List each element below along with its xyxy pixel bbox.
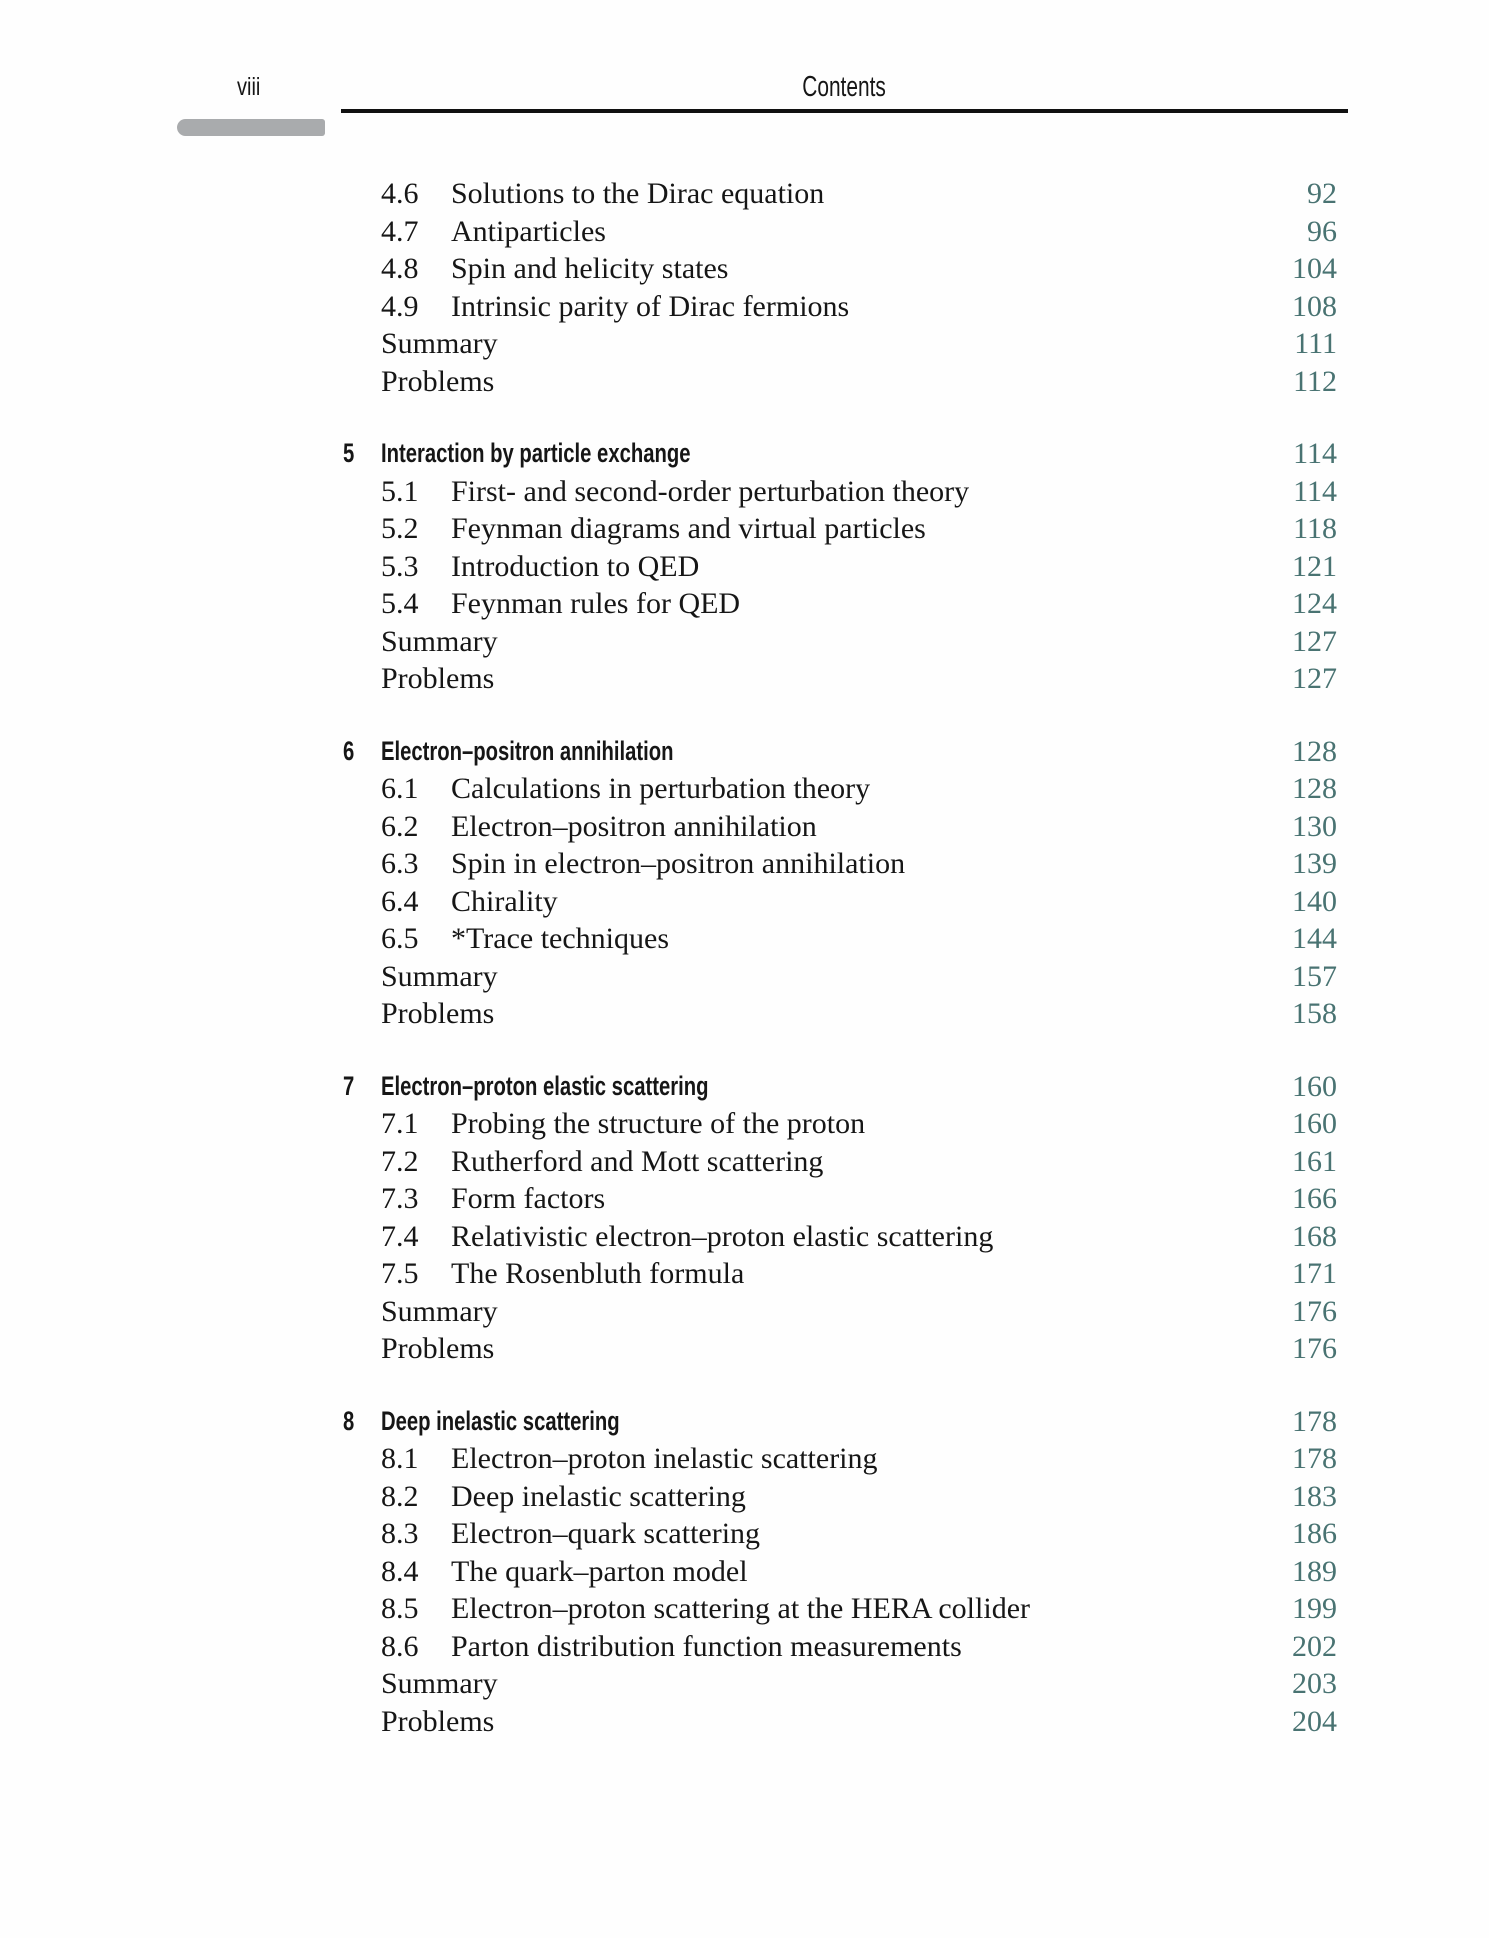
section-number: 7.3 (381, 1182, 419, 1215)
section-title: Intrinsic parity of Dirac fermions (451, 289, 850, 323)
section-title: Calculations in perturbation theory (451, 772, 871, 805)
chapter-number (343, 1403, 381, 1441)
section-page-number: 92 (1307, 177, 1337, 210)
section-page-number: 139 (1292, 847, 1337, 880)
toc-entry-row (343, 845, 1337, 883)
section-title: Feynman diagrams and virtual particles (451, 512, 926, 545)
section-page-number: 111 (1294, 327, 1337, 360)
section-number: 8.2 (381, 1479, 419, 1513)
toc-entry-row (343, 770, 1337, 808)
section-number: 7.2 (381, 1144, 419, 1178)
section-number: 7.5 (381, 1257, 419, 1290)
chapter-number (343, 1068, 381, 1106)
section-page-number: 203 (1292, 1667, 1337, 1700)
aux-label: Summary (381, 327, 498, 360)
section-number: 6.5 (381, 922, 419, 955)
toc-aux-row (343, 1330, 1337, 1368)
section-page-number: 183 (1292, 1479, 1337, 1513)
section-page-number: 128 (1292, 772, 1337, 805)
section-page-number: 127 (1292, 624, 1337, 658)
section-number: 6.4 (381, 884, 419, 918)
section-title: Solutions to the Dirac equation (451, 177, 825, 210)
chapter-page-number: 128 (1292, 734, 1337, 768)
toc-entry-row (343, 288, 1337, 326)
section-page-number: 171 (1292, 1257, 1337, 1290)
toc-entry-row (343, 213, 1337, 251)
toc-entry-row (343, 920, 1337, 958)
section-title: Electron–positron annihilation (451, 809, 817, 843)
aux-label: Summary (381, 1667, 498, 1700)
section-number: 7.1 (381, 1107, 419, 1140)
section-number: 4.6 (381, 177, 419, 210)
section-title: Electron–quark scattering (451, 1517, 761, 1550)
section-page-number: 189 (1292, 1554, 1337, 1588)
aux-label: Problems (381, 662, 495, 695)
section-number: 8.1 (381, 1442, 419, 1475)
toc-entry-row (343, 1143, 1337, 1181)
running-head (341, 70, 1348, 104)
section-page-number: 160 (1292, 1107, 1337, 1140)
section-page-number: 124 (1292, 587, 1337, 620)
toc-entry-row (343, 510, 1337, 548)
section-page-number: 199 (1292, 1592, 1337, 1625)
toc-list (343, 175, 1337, 1740)
chapter-title-text: Electron–proton elastic scattering (381, 1070, 709, 1101)
toc-aux-row (343, 325, 1337, 363)
chapter-title-text: Deep inelastic scattering (381, 1405, 620, 1436)
toc-entry-row (343, 1180, 1337, 1218)
section-page-number: 108 (1292, 289, 1337, 323)
section-title: Spin and helicity states (451, 252, 729, 285)
toc-entry-row (343, 548, 1337, 586)
section-page-number: 158 (1292, 997, 1337, 1030)
section-page-number: 114 (1293, 474, 1337, 508)
toc-entry-row (343, 250, 1337, 288)
section-number: 8.4 (381, 1554, 419, 1588)
section-number: 6.1 (381, 772, 419, 805)
section-title: Deep inelastic scattering (451, 1479, 746, 1513)
chapter-number-text: 7 (343, 1070, 355, 1101)
section-title: Parton distribution function measurements (451, 1629, 962, 1663)
aux-label: Problems (381, 364, 495, 398)
toc-section (343, 175, 1337, 400)
section-number: 5.4 (381, 587, 419, 620)
chapter-heading-row (343, 733, 1337, 771)
section-number: 4.9 (381, 289, 419, 323)
section-number: 4.7 (381, 214, 419, 248)
aux-label: Summary (381, 624, 498, 658)
chapter-heading-row (343, 1068, 1337, 1106)
section-number: 6.3 (381, 847, 419, 880)
section-page-number: 204 (1292, 1704, 1337, 1738)
running-head-title: Contents (802, 71, 887, 103)
chapter-page-number: 178 (1292, 1404, 1337, 1438)
toc-entry-row (343, 473, 1337, 511)
toc-entry-row (343, 175, 1337, 213)
section-number: 8.3 (381, 1517, 419, 1550)
section-number: 7.4 (381, 1219, 419, 1253)
aux-label: Problems (381, 997, 495, 1030)
toc-entry-row (343, 1478, 1337, 1516)
section-page-number: 157 (1292, 959, 1337, 993)
section-title: Antiparticles (451, 214, 606, 248)
section-number: 4.8 (381, 252, 419, 285)
toc-aux-row (343, 660, 1337, 698)
toc-entry-row (343, 1105, 1337, 1143)
chapter-title-text: Interaction by particle exchange (381, 438, 691, 468)
page-folio: viii (237, 73, 261, 101)
section-page-number: 168 (1292, 1219, 1337, 1253)
chapter-number-text: 5 (343, 438, 355, 468)
chapter-title-text: Electron–positron annihilation (381, 735, 674, 766)
section-page-number: 121 (1292, 549, 1337, 583)
aux-label: Summary (381, 959, 498, 993)
toc-entry-row (343, 1553, 1337, 1591)
toc-entry-row (343, 1255, 1337, 1293)
section-title: The quark–parton model (451, 1554, 748, 1588)
section-number: 8.5 (381, 1592, 419, 1625)
section-page-number: 166 (1292, 1182, 1337, 1215)
chapter-heading-row (343, 435, 1337, 473)
chapter-number-text: 8 (343, 1405, 355, 1436)
section-number: 5.2 (381, 512, 419, 545)
section-title: First- and second-order perturbation theory (451, 474, 970, 508)
section-title: Chirality (451, 884, 558, 918)
section-page-number: 178 (1292, 1442, 1337, 1475)
section-title: The Rosenbluth formula (451, 1257, 745, 1290)
chapter-page-number: 114 (1293, 437, 1337, 470)
section-title: Electron–proton inelastic scattering (451, 1442, 878, 1475)
section-title: Rutherford and Mott scattering (451, 1144, 824, 1178)
section-page-number: 96 (1307, 214, 1337, 248)
section-title: Relativistic electron–proton elastic scattering (451, 1219, 994, 1253)
toc-aux-row (343, 958, 1337, 996)
section-page-number: 161 (1292, 1144, 1337, 1178)
toc-entry-row (343, 808, 1337, 846)
chapter-tab-marker (177, 119, 325, 136)
section-page-number: 140 (1292, 884, 1337, 918)
section-page-number: 186 (1292, 1517, 1337, 1550)
section-title: Spin in electron–positron annihilation (451, 847, 906, 880)
chapter-title (381, 1068, 1280, 1106)
toc-entry-row (343, 1515, 1337, 1553)
section-title: Electron–proton scattering at the HERA collider (451, 1592, 1030, 1625)
toc-entry-row (343, 883, 1337, 921)
chapter-number (343, 733, 381, 771)
section-title: Form factors (451, 1182, 606, 1215)
section-page-number: 118 (1293, 512, 1337, 545)
toc-entry-row (343, 1590, 1337, 1628)
toc-entry-row (343, 1440, 1337, 1478)
section-title: Introduction to QED (451, 549, 700, 583)
toc-section (343, 733, 1337, 1033)
toc-section (343, 1068, 1337, 1368)
section-page-number: 112 (1293, 364, 1337, 398)
toc-entry-row (343, 1628, 1337, 1666)
aux-label: Summary (381, 1294, 498, 1328)
toc-aux-row (343, 995, 1337, 1033)
toc-aux-row (343, 623, 1337, 661)
toc-entry-row (343, 1218, 1337, 1256)
toc-entry-row (343, 585, 1337, 623)
chapter-number-text: 6 (343, 735, 355, 766)
section-title: Feynman rules for QED (451, 587, 741, 620)
section-page-number: 144 (1292, 922, 1337, 955)
section-page-number: 176 (1292, 1294, 1337, 1328)
aux-label: Problems (381, 1704, 495, 1738)
section-number: 6.2 (381, 809, 419, 843)
section-number: 5.3 (381, 549, 419, 583)
chapter-number (343, 435, 381, 473)
toc-section (343, 1403, 1337, 1741)
chapter-title (381, 733, 1280, 771)
section-number: 8.6 (381, 1629, 419, 1663)
toc-aux-row (343, 1665, 1337, 1703)
section-title: Probing the structure of the proton (451, 1107, 866, 1140)
toc-aux-row (343, 1293, 1337, 1331)
toc-aux-row (343, 1703, 1337, 1741)
section-page-number: 202 (1292, 1629, 1337, 1663)
section-page-number: 127 (1292, 662, 1337, 695)
toc-aux-row (343, 363, 1337, 401)
section-page-number: 176 (1292, 1332, 1337, 1365)
chapter-title (381, 435, 1281, 473)
chapter-page-number: 160 (1292, 1069, 1337, 1103)
section-page-number: 130 (1292, 809, 1337, 843)
section-page-number: 104 (1292, 252, 1337, 285)
section-number: 5.1 (381, 474, 419, 508)
toc-section (343, 435, 1337, 698)
header-rule (341, 109, 1348, 113)
chapter-heading-row (343, 1403, 1337, 1441)
section-title: *Trace techniques (451, 922, 669, 955)
chapter-title (381, 1403, 1280, 1441)
aux-label: Problems (381, 1332, 495, 1365)
